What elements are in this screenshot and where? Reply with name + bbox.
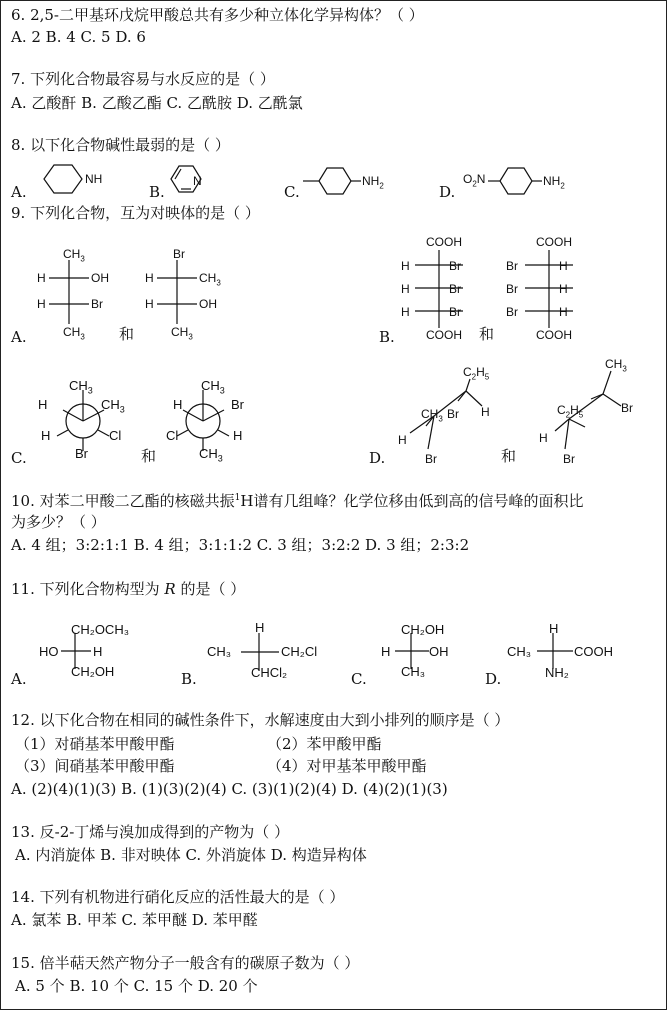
q8-label-a: A.: [11, 183, 27, 201]
q12-options: A. (2)(4)(1)(3) B. (1)(3)(2)(4) C. (3)(1)(2)(4) D. (4)(2)(1)(3): [11, 780, 448, 798]
q9a-l-br: Br: [91, 297, 103, 311]
q11b-ch2cl: CH₂Cl: [281, 644, 318, 659]
q9-label-d: D.: [369, 449, 386, 467]
q9c-r-ch3-top: $CH_3$: [201, 378, 225, 396]
q9d-l-br2: Br: [425, 452, 437, 466]
q12-item-2: （2）苯甲酸甲酯: [267, 735, 382, 753]
q9d-l-h2: H: [398, 433, 407, 447]
q12-item-4: （4）对甲基苯甲酸甲酯: [267, 757, 427, 775]
q9b-l-h2: H: [401, 282, 410, 296]
q9a-and: 和: [119, 325, 135, 343]
q8d-o2n-label: $O_2N$: [463, 172, 486, 189]
q9-label-b: B.: [379, 328, 395, 346]
q9d-l-ch3: $CH_3$: [421, 407, 443, 424]
q11-label-a: A.: [11, 670, 27, 688]
q11-label-b: B.: [181, 670, 197, 688]
q11c-top: CH₂OH: [401, 622, 445, 637]
q9c-r-h2: H: [233, 428, 243, 443]
q9b-l-top: COOH: [426, 235, 462, 249]
q9b-r-br3: Br: [506, 305, 518, 319]
q9a-r-bottom: $CH_3$: [171, 325, 193, 342]
q11a-bottom: CH₂OH: [71, 664, 115, 679]
q8-label-c: C.: [284, 183, 300, 201]
q11b-ch3: CH₃: [207, 644, 232, 659]
q9b-l-bottom: COOH: [426, 328, 462, 342]
q9a-l-top: $CH_3$: [63, 247, 85, 264]
q9a-r-top: Br: [173, 247, 185, 261]
q9b-r-bottom: COOH: [536, 328, 572, 342]
q9a-l-h2: H: [37, 297, 46, 311]
q9c-r-cl: Cl: [166, 428, 179, 443]
q13-options: A. 内消旋体 B. 非对映体 C. 外消旋体 D. 构造异构体: [15, 846, 367, 864]
q9a-l-h1: H: [37, 271, 46, 285]
q10-stem-cont: 为多少？（ ）: [11, 513, 106, 531]
q9b-r-h1: H: [559, 259, 568, 273]
q9d-l-h1: H: [481, 405, 490, 419]
q9c-r-br: Br: [231, 397, 244, 412]
q8b-n-label: N: [193, 174, 202, 188]
q12-item-3: （3）间硝基苯甲酸甲酯: [15, 757, 175, 775]
q9b-l-h1: H: [401, 259, 410, 273]
q9-label-c: C.: [11, 449, 27, 467]
q9a-r-h2: H: [145, 297, 154, 311]
q11a-h: H: [93, 644, 103, 659]
q9b-r-top: COOH: [536, 235, 572, 249]
q8c-nh2-label: $NH_2$: [362, 174, 384, 191]
q9d-and: 和: [501, 447, 517, 465]
q8-stem: 8. 以下化合物碱性最弱的是（ ）: [11, 136, 230, 154]
q6-options: A. 2 B. 4 C. 5 D. 6: [11, 28, 146, 46]
q15-options: A. 5 个 B. 10 个 C. 15 个 D. 20 个: [15, 977, 258, 995]
q9c-r-ch3-bottom: $CH_3$: [199, 446, 223, 464]
q9c-l-cl: Cl: [109, 428, 122, 443]
q8-label-b: B.: [149, 183, 165, 201]
q11c-oh: OH: [429, 644, 449, 659]
q9d-r-br2: Br: [563, 452, 575, 466]
q9d-r-br1: Br: [621, 401, 633, 415]
q8-label-d: D.: [439, 183, 456, 201]
q11-stem: 11. 下列化合物构型为 R 的是（ ）: [11, 580, 246, 598]
q9d-r-ch3: $CH_3$: [605, 357, 627, 374]
q12-stem: 12. 以下化合物在相同的碱性条件下，水解速度由大到小排列的顺序是（ ）: [11, 711, 510, 729]
q9b-r-h2: H: [559, 282, 568, 296]
q13-stem: 13. 反-2-丁烯与溴加成得到的产物为（ ）: [11, 823, 290, 841]
q9b-and: 和: [479, 325, 495, 343]
q12-item-1: （1）对硝基苯甲酸甲酯: [15, 735, 175, 753]
q10-options: A. 4 组；3:2:1:1 B. 4 组；3:1:1:2 C. 3 组；3:2:2 D. 3 组；2:3:2: [11, 536, 470, 554]
q11b-h: H: [255, 620, 265, 635]
q9-stem: 9. 下列化合物，互为对映体的是（ ）: [11, 204, 260, 222]
q9b-l-h3: H: [401, 305, 410, 319]
q9a-l-bottom: $CH_3$: [63, 325, 85, 342]
q9d-r-c2h5: $C_2H_5$: [557, 403, 584, 420]
q11d-h: H: [549, 621, 559, 636]
q11d-cooh: COOH: [574, 644, 613, 659]
q8d-nh2-label: $NH_2$: [543, 174, 565, 191]
q9c-l-ch3-top: $CH_3$: [69, 378, 93, 396]
q7-options: A. 乙酸酐 B. 乙酸乙酯 C. 乙酰胺 D. 乙酰氯: [11, 94, 303, 112]
q14-stem: 14. 下列有机物进行硝化反应的活性最大的是（ ）: [11, 888, 345, 906]
q9a-r-oh: OH: [199, 297, 217, 311]
q10-stem: 10. 对苯二甲酸二乙酯的核磁共振$^1$H谱有几组峰？化学位移由低到高的信号峰的面积比: [11, 492, 584, 510]
q9c-l-h2: H: [41, 428, 51, 443]
q9a-r-ch3: $CH_3$: [199, 271, 221, 288]
q9c-r-h1: H: [173, 397, 183, 412]
q6-stem: 6. 2,5-二甲基环戊烷甲酸总共有多少种立体化学异构体？（ ）: [11, 6, 424, 24]
q9c-l-ch3-right: $CH_3$: [101, 397, 125, 415]
q11d-nh2: NH₂: [545, 665, 569, 680]
q9c-l-h1: H: [38, 397, 48, 412]
q14-options: A. 氯苯 B. 甲苯 C. 苯甲醚 D. 苯甲醛: [11, 911, 258, 929]
q9c-and: 和: [141, 447, 157, 465]
q9a-l-oh: OH: [91, 271, 109, 285]
q9b-r-br1: Br: [506, 259, 518, 273]
q11c-bottom: CH₃: [401, 664, 426, 679]
q9b-l-br2: Br: [449, 282, 461, 296]
q9c-l-br: Br: [75, 446, 88, 461]
q9b-r-h3: H: [559, 305, 568, 319]
q9b-l-br1: Br: [449, 259, 461, 273]
q9d-l-c2h5: $C_2H_5$: [463, 365, 490, 382]
q11a-ho: HO: [39, 644, 59, 659]
q9a-r-h: H: [145, 271, 154, 285]
q11-label-c: C.: [351, 670, 367, 688]
q9b-l-br3: Br: [449, 305, 461, 319]
q9-label-a: A.: [11, 328, 27, 346]
q9a-right-fischer: [149, 246, 229, 336]
q9b-right-fischer: [511, 236, 581, 341]
q9d-l-br1: Br: [447, 407, 459, 421]
q11c-h: H: [381, 644, 391, 659]
q11d-ch3: CH₃: [507, 644, 532, 659]
q7-stem: 7. 下列化合物最容易与水反应的是（ ）: [11, 70, 275, 88]
q11b-chcl2: CHCl₂: [251, 665, 288, 680]
q9d-r-h: H: [539, 431, 548, 445]
q8a-nh-label: NH: [85, 172, 103, 186]
q11-label-d: D.: [485, 670, 502, 688]
q11a-top: CH₂OCH₃: [71, 622, 130, 637]
q9b-r-br2: Br: [506, 282, 518, 296]
q15-stem: 15. 倍半萜天然产物分子一般含有的碳原子数为（ ）: [11, 954, 360, 972]
